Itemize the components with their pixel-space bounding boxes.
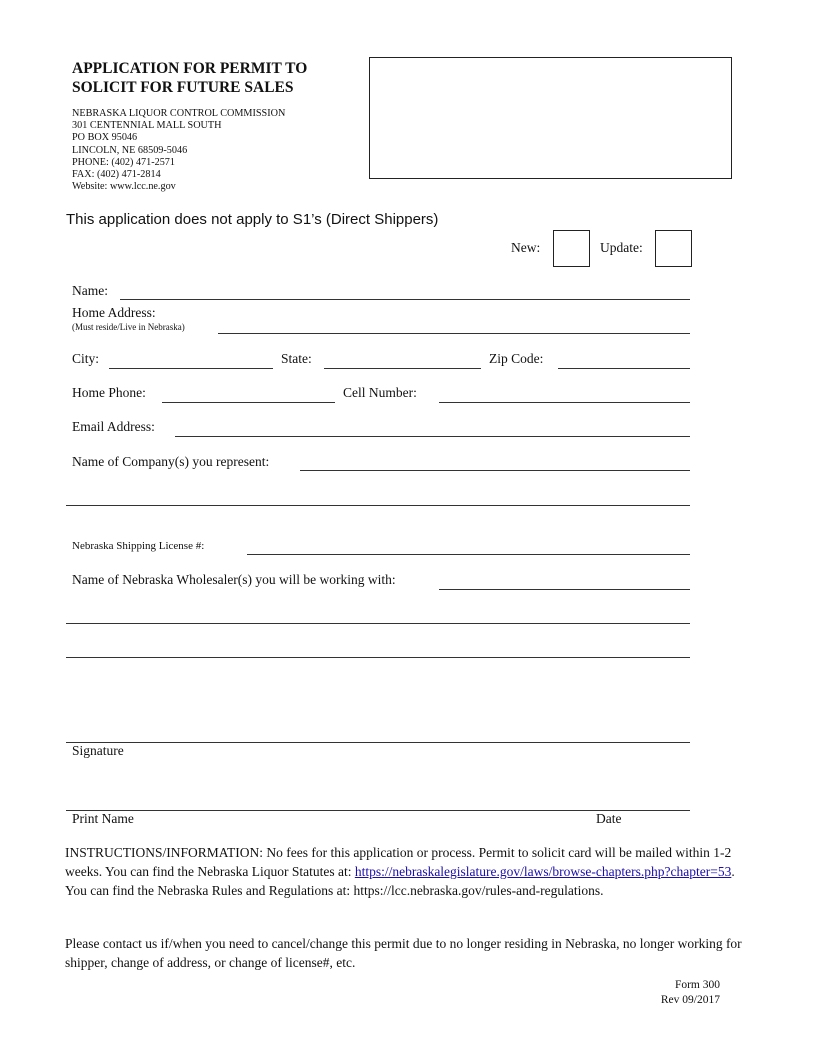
- agency-website: Website: www.lcc.ne.gov: [72, 181, 176, 193]
- cell-number-field[interactable]: [439, 402, 690, 403]
- wholesaler-field-line2[interactable]: [66, 623, 690, 624]
- company-label: Name of Company(s) you represent:: [72, 454, 270, 469]
- form-title: [72, 59, 307, 97]
- email-label: Email Address:: [72, 419, 155, 434]
- agency-street: 301 CENTENNIAL MALL SOUTH: [72, 120, 222, 132]
- home-address-label: Home Address:: [72, 305, 156, 320]
- agency-phone: PHONE: (402) 471-2571: [72, 156, 175, 168]
- name-field[interactable]: [120, 299, 690, 300]
- new-checkbox[interactable]: [553, 230, 590, 267]
- notice-text: This application does not apply to S1’s (Direct Shippers): [66, 211, 439, 228]
- agency-po-box: PO BOX 95046: [72, 132, 138, 144]
- shipping-license-label: Nebraska Shipping License #:: [72, 540, 205, 552]
- home-phone-field[interactable]: [162, 402, 335, 403]
- new-label: New:: [511, 240, 541, 255]
- company-field-line2[interactable]: [66, 505, 690, 506]
- signature-label: Signature: [72, 743, 124, 758]
- date-label: Date: [596, 811, 622, 826]
- name-label: Name:: [72, 283, 108, 298]
- agency-name: NEBRASKA LIQUOR CONTROL COMMISSION: [72, 108, 286, 119]
- email-field[interactable]: [175, 436, 690, 437]
- office-use-box[interactable]: [369, 57, 732, 179]
- home-phone-label: Home Phone:: [72, 385, 146, 400]
- shipping-license-field[interactable]: [247, 554, 690, 555]
- agency-fax: FAX: (402) 471-2814: [72, 169, 161, 181]
- home-address-note: (Must reside/Live in Nebraska): [72, 322, 185, 332]
- instructions-text: INSTRUCTIONS/INFORMATION: No fees for this application or process. Permit to solicit card will be mailed within 1-2 weeks. You can find the Nebraska Liquor Statutes at:: [65, 845, 732, 880]
- statutes-link[interactable]: https://nebraskalegislature.gov/laws/browse-chapters.php?chapter=53: [354, 864, 732, 880]
- agency-address: [72, 108, 285, 193]
- cell-number-label: Cell Number:: [343, 385, 417, 400]
- agency-city-zip: LINCOLN, NE 68509-5046: [72, 144, 188, 156]
- form-revision: Rev 09/2017: [660, 993, 720, 1006]
- company-field[interactable]: [300, 470, 690, 471]
- wholesaler-field[interactable]: [439, 589, 690, 590]
- update-checkbox[interactable]: [655, 230, 692, 267]
- zip-label: Zip Code:: [489, 351, 544, 366]
- form-title-line1: APPLICATION FOR PERMIT TO: [72, 60, 308, 77]
- wholesaler-field-line3[interactable]: [66, 657, 690, 658]
- form-number: [661, 978, 720, 1007]
- form-title-line2: SOLICIT FOR FUTURE SALES: [72, 79, 294, 96]
- form-number-text: Form 300: [674, 979, 720, 991]
- zip-field[interactable]: [558, 368, 690, 369]
- signature-field[interactable]: [66, 742, 690, 743]
- instructions-paragraph: [65, 843, 745, 901]
- state-field[interactable]: [324, 368, 481, 369]
- instructions-text-2: . You can find the Nebraska Rules and Regulations at: https://lcc.nebraska.gov/rules-and-regulations.: [65, 864, 735, 899]
- contact-paragraph: Please contact us if/when you need to cancel/change this permit due to no longer residing in Nebraska, no longer working for shipper, change of address, or change of license#, etc.: [65, 936, 742, 971]
- wholesaler-label: Name of Nebraska Wholesaler(s) you will be working with:: [72, 572, 396, 587]
- state-label: State:: [281, 351, 312, 366]
- update-label: Update:: [600, 240, 643, 255]
- home-address-field[interactable]: [218, 333, 690, 334]
- print-name-label: Print Name: [72, 811, 134, 826]
- city-label: City:: [72, 351, 100, 366]
- city-field[interactable]: [109, 368, 273, 369]
